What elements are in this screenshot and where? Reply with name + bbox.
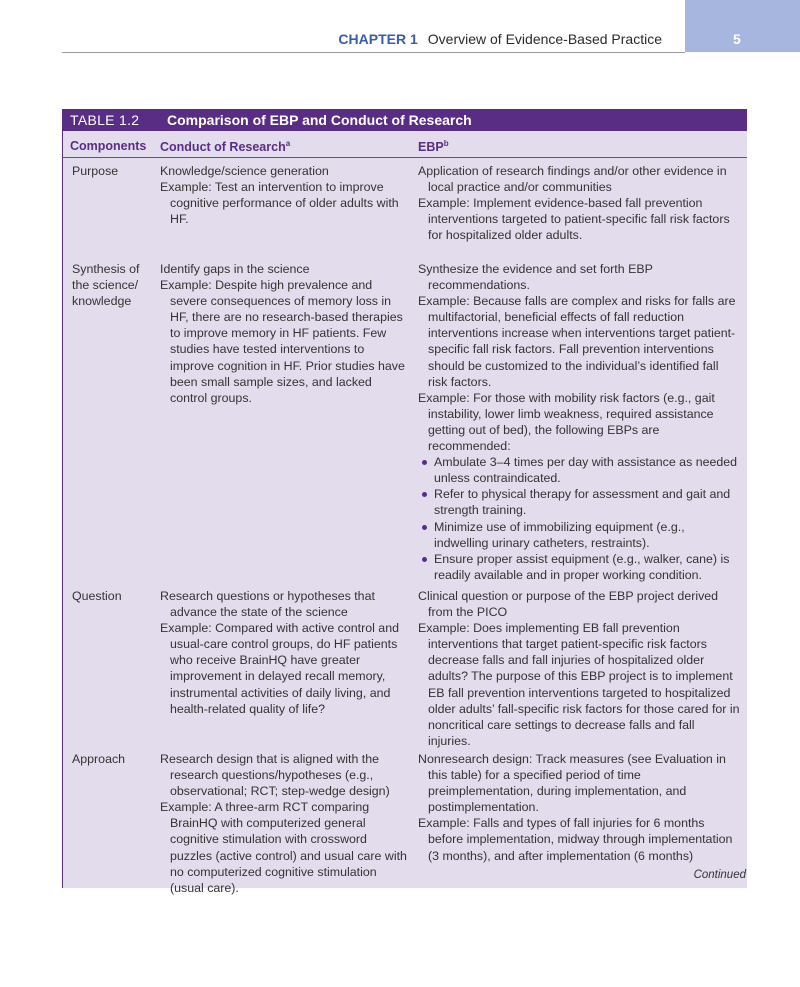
row-purpose-research: Knowledge/science generation Example: Test an intervention to improve cognitive performance of older adults with HF.	[160, 164, 399, 227]
row-question-research: Research questions or hypotheses that advance the state of the science Example: Compared with active control and usual-care control groups, do HF patients who receive BrainHQ have greater improvement in delayed recall memory, instrumental activities of daily living, and health-related quality of life?	[160, 589, 399, 716]
table-body	[62, 131, 747, 895]
row-question-ebp: Clinical question or purpose of the EBP project derived from the PICO Example: Does implementing EB fall prevention interventions that target patient-specific risk factors decrease falls and fall injuries of hospitalized older adults? The purpose of this EBP project is to implement EB fall prevention interventions targeted to hospitalized older adults’ fall-specific risk factors for those cared for in noncritical care settings to decrease falls and fall injuries.	[418, 589, 740, 748]
list-item: Ensure proper assist equipment (e.g., walker, cane) is readily available and in proper working condition.	[420, 551, 740, 583]
row-approach-component: Approach	[72, 752, 126, 766]
running-header	[0, 0, 800, 52]
row-approach-research: Research design that is aligned with the research questions/hypotheses (e.g., observational; RCT; step-wedge design) Example: A three-arm RCT comparing BrainHQ with computerized general cognitive stimulation with crossword puzzles (active control) and usual care with no computerized cognitive stimulation (usual care).	[160, 752, 407, 895]
row-synthesis-component: Synthesis of the science/ knowledge	[72, 262, 140, 309]
header-rule	[62, 52, 685, 53]
list-item: Refer to physical therapy for assessment and gait and strength training.	[420, 486, 740, 518]
continued-note: Continued	[693, 869, 746, 881]
row-question-component: Question	[72, 589, 122, 603]
chapter-label: CHAPTER 1	[338, 31, 418, 47]
row-synthesis-ebp: Synthesize the evidence and set forth EBP recommendations. Example: Because falls are complex and risks for falls are multifactorial, beneficial effects of fall reduction interventions increase when interventions target patient-specific fall risk factors. Fall prevention interventions should be customized to the individual’s identified fall risk factors. Example: For those with mobility risk factors (e.g., gait instability, lower limb weakness, required assistance getting out of bed), the following EBPs are recommended: Ambulate 3–4 times per day with assistance as needed unless contraindicated. Refer to physical therapy for assessment and gait and strength training. Minimize use of immobilizing equipment (e.g., indwelling urinary catheters, restraints). Ensure proper assist equipment (e.g., walker, cane) is readily available and in proper working condition.	[418, 261, 740, 583]
table-label: TABLE 1.2	[70, 112, 140, 128]
row-approach-ebp: Nonresearch design: Track measures (see Evaluation in this table) for a specified period of time preimplementation, during implementation, and postimplementation. Example: Falls and types of fall injuries for 6 months before implementation, midway through implementation (3 months), and after implementation (6 months)	[418, 752, 733, 863]
row-purpose-component: Purpose	[72, 164, 119, 178]
list-item: Minimize use of immobilizing equipment (e.g., indwelling urinary catheters, restraints).	[420, 519, 740, 551]
running-title	[338, 31, 662, 47]
chapter-title: Overview of Evidence-Based Practice	[427, 31, 662, 47]
column-header-research: Conduct of Research$^a$	[160, 139, 291, 155]
column-header-ebp: EBP$^b$	[418, 139, 449, 155]
comparison-table	[62, 109, 747, 895]
page-number-tab	[685, 0, 800, 52]
ebp-recommendation-list	[418, 454, 740, 583]
column-header-rule	[62, 157, 747, 158]
row-purpose-ebp: Application of research findings and/or other evidence in local practice and/or communities Example: Implement evidence-based fall prevention interventions targeted to patient-specific fall risk factors for hospitalized older adults.	[418, 164, 730, 243]
column-header-components: Components	[70, 139, 147, 153]
table-title-bar	[62, 109, 747, 131]
row-synthesis-research: Identify gaps in the science Example: Despite high prevalence and severe consequences of memory loss in HF, there are no research-based therapies to improve memory in HF patients. Few studies have tested interventions to improve cognition in HF. Prior studies have been small sample sizes, and lacked control groups.	[160, 262, 405, 405]
list-item: Ambulate 3–4 times per day with assistance as needed unless contraindicated.	[420, 454, 740, 486]
table-title: Comparison of EBP and Conduct of Research	[167, 112, 472, 128]
page-number: 5	[733, 31, 741, 47]
table-left-rule	[62, 109, 63, 888]
